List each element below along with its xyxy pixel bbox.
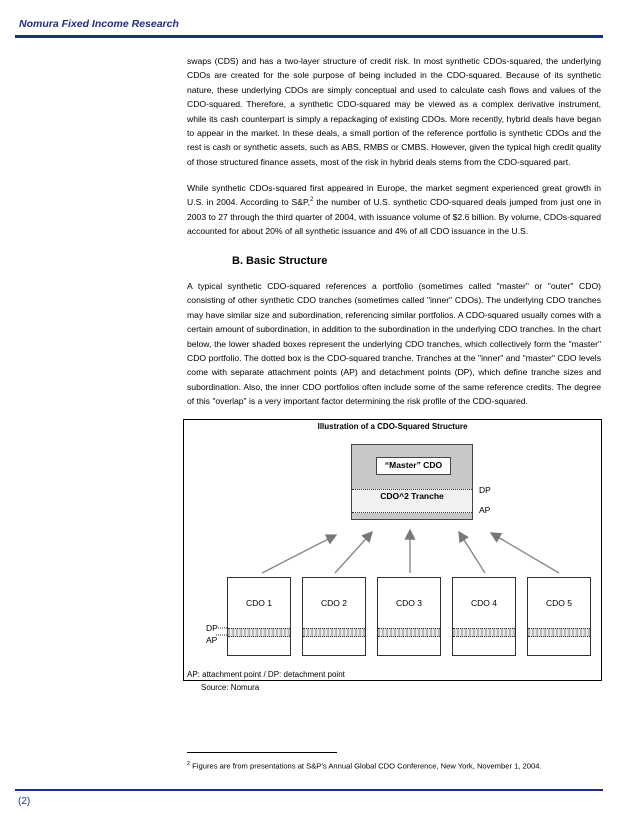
figure-title: Illustration of a CDO-Squared Structure: [317, 422, 468, 431]
footer-rule: [15, 789, 603, 791]
arrow-cdo1: [262, 535, 336, 573]
header-rule: [15, 35, 603, 38]
inner-ap-label: AP: [206, 635, 218, 645]
inner-cdo-tranche: [528, 628, 590, 637]
inner-cdo-label: CDO 2: [321, 598, 347, 608]
master-ap-label: AP: [479, 505, 491, 515]
inner-cdo-label: CDO 3: [396, 598, 422, 608]
figure-note: AP: attachment point / DP: detachment point: [187, 670, 345, 679]
inner-cdo-3: [377, 577, 441, 656]
section-heading: B. Basic Structure: [232, 255, 328, 267]
tranche-label: CDO^2 Tranche: [380, 491, 444, 501]
header-title: Nomura Fixed Income Research: [19, 18, 179, 30]
arrow-cdo5: [491, 533, 559, 573]
footnote: [187, 761, 542, 771]
footnote-text: Figures are from presentations at S&P’s Annual Global CDO Conference, New York, November 1, 2004.: [190, 761, 542, 771]
inner-cdo-2: [302, 577, 366, 656]
inner-cdo-tranche: [378, 628, 440, 637]
master-dp-label: DP: [479, 485, 491, 495]
inner-cdo-tranche: [228, 628, 290, 637]
inner-cdo-4: [452, 577, 516, 656]
figure-source: Source: Nomura: [201, 683, 260, 692]
inner-cdo-tranche: [303, 628, 365, 637]
paragraph-basic-structure: A typical synthetic CDO-squared references a portfolio (sometimes called "master" or "outer" CDO) consisting of other synthetic CDO tranches (sometimes called "inner" CDOs). The underlying CDO tranches may have similar size and subordination, referencing similar portfolios. A CDO-squared usually comes with a certain amount of subordination, in addition to the subordination in the underlying CDO tranches. In the chart below, the lower shaded boxes represent the underlying CDO tranches, which collectively form the "master" CDO portfolio. The dotted box is the CDO-squared tranche. Tranches at the "inner" and "master" CDO levels come with separate attachment points (AP) and detachment points (DP), which define tranche sizes and subordination. Also, the inner CDO portfolios often include some of the same reference credits. The degree of this "overlap" is a very important factor determining the risk profile of the CDO-squared.: [187, 281, 601, 407]
paragraph-growth-after: the number of U.S. synthetic CDO-squared deals jumped from just one in 2003 to 27 through the third quarter of 2004, with issuance volume of $2.6 billion. By volume, CDOs-squared accounted for about 20% of all synthetic issuance and 4% of all CDO issuance in the U.S.: [187, 197, 601, 237]
arrow-cdo2: [335, 532, 372, 573]
paragraph-synthetic-structure: swaps (CDS) and has a two-layer structure of credit risk. In most synthetic CDOs-squared, the underlying CDOs are created for the sole purpose of being included in the CDO-squared. Because of its synthetic nature, these underlying CDOs are simply conceptual and used to calculate cash flows and values of the CDO-squared. Therefore, a synthetic CDO-squared may be viewed as a complex derivative instrument, while its cash counterpart is simply a repackaging of existing CDOs. More recently, hybrid deals have began to appear in the market. In these deals, a small portion of the reference portfolio is synthetic CDOs and the rest is cash or synthetic assets, such as ABS, RMBS or CMBS. However, given the typical high credit quality of those structured finance assets, most of the risk in hybrid deals stems from the CDO-squared part.: [187, 56, 601, 167]
inner-cdo-1: [227, 577, 291, 656]
inner-cdo-label: CDO 4: [471, 598, 497, 608]
master-cdo-label: “Master” CDO: [376, 457, 451, 475]
inner-band-lead: [184, 627, 228, 637]
inner-cdo-5: [527, 577, 591, 656]
footnote-rule: [187, 752, 337, 753]
paragraph-growth: [187, 181, 601, 239]
inner-cdo-label: CDO 5: [546, 598, 572, 608]
arrow-cdo4: [459, 532, 485, 573]
inner-cdo-tranche: [453, 628, 515, 637]
footnote-number: 2: [187, 761, 191, 767]
inner-cdo-label: CDO 1: [246, 598, 272, 608]
page-number: (2): [18, 796, 31, 807]
footnote-ref[interactable]: 2: [310, 197, 314, 204]
cdo-squared-figure: [183, 419, 602, 681]
paragraph-growth-before: While synthetic CDOs-squared first appeared in Europe, the market segment experienced great growth in U.S. in 2004. According to S&P,: [187, 183, 601, 208]
inner-dp-label: DP: [206, 623, 218, 633]
